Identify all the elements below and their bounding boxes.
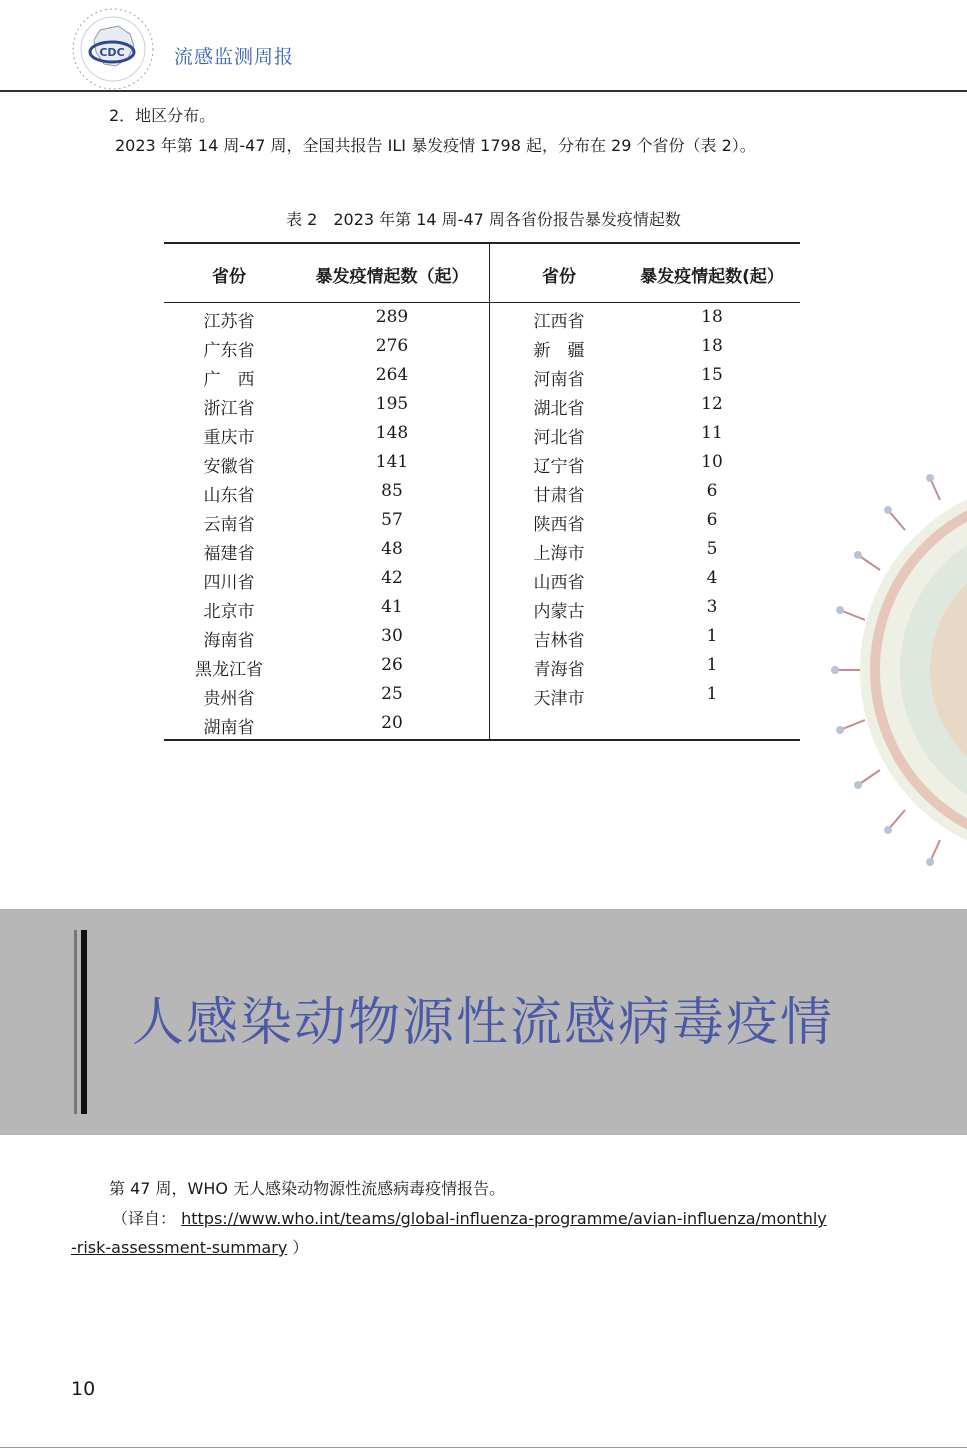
table-cell-province: 广东省 xyxy=(203,341,255,361)
table-header-count-right: 暴发疫情起数(起） xyxy=(640,267,784,287)
section-heading: 2．地区分布。 xyxy=(109,106,216,125)
table-caption: 表 2 2023 年第 14 周-47 周各省份报告暴发疫情起数 xyxy=(286,210,681,229)
table-cell-province: 湖南省 xyxy=(203,718,255,738)
source-prefix: （译自： xyxy=(112,1209,177,1228)
footer-divider xyxy=(0,1447,967,1448)
source-line xyxy=(112,1206,827,1229)
table-cell-count: 11 xyxy=(701,423,723,443)
who-link[interactable]: https://www.who.int/teams/global-influenza-programme/avian-influenza/monthly xyxy=(181,1209,827,1228)
table-cell-count: 25 xyxy=(381,684,403,704)
page-header xyxy=(0,0,967,92)
table-cell-count: 4 xyxy=(706,568,718,588)
table-cell-province: 山东省 xyxy=(203,486,255,506)
source-suffix: ） xyxy=(292,1238,309,1257)
report-title: 流感监测周报 xyxy=(174,46,295,68)
table-cell-province: 海南省 xyxy=(203,631,255,651)
table-cell-province: 重庆市 xyxy=(203,428,255,448)
table-cell-count: 12 xyxy=(701,394,723,414)
table-cell-count: 1 xyxy=(706,655,718,675)
table-cell-count: 6 xyxy=(706,510,718,530)
table-cell-province: 湖北省 xyxy=(533,399,585,419)
table-cell-count: 141 xyxy=(375,452,409,472)
table-header-province-right: 省份 xyxy=(542,267,576,287)
table-bottom-rule xyxy=(164,739,800,741)
section-summary: 2023 年第 14 周-47 周，全国共报告 ILI 暴发疫情 1798 起，分布在 29 个省份（表 2）。 xyxy=(115,136,756,155)
who-statement: 第 47 周，WHO 无人感染动物源性流感病毒疫情报告。 xyxy=(109,1179,506,1198)
province-outbreak-table xyxy=(164,242,800,741)
table-cell-province: 河南省 xyxy=(533,370,585,390)
china-cdc-logo xyxy=(70,6,156,92)
table-cell-count: 5 xyxy=(706,539,718,559)
virus-illustration xyxy=(820,470,967,870)
table-cell-count: 42 xyxy=(381,568,403,588)
table-cell-count: 6 xyxy=(706,481,718,501)
table-cell-count: 20 xyxy=(381,713,403,733)
table-cell-province: 河北省 xyxy=(533,428,585,448)
table-header-count-left: 暴发疫情起数（起） xyxy=(315,267,469,287)
banner-accent-thick xyxy=(81,930,87,1114)
table-cell-province: 甘肃省 xyxy=(533,486,585,506)
table-cell-count: 85 xyxy=(381,481,403,501)
table-cell-province: 江苏省 xyxy=(203,312,255,332)
page-number: 10 xyxy=(71,1378,96,1400)
table-cell-province: 北京市 xyxy=(203,602,255,622)
table-cell-count: 1 xyxy=(706,684,718,704)
table-cell-count: 148 xyxy=(375,423,409,443)
table-cell-count: 15 xyxy=(701,365,723,385)
table-cell-count: 18 xyxy=(701,307,723,327)
table-cell-count: 1 xyxy=(706,626,718,646)
source-line-continued xyxy=(71,1235,308,1258)
table-header-province-left: 省份 xyxy=(212,267,246,287)
svg-text:CDC: CDC xyxy=(99,46,125,59)
table-cell-count: 10 xyxy=(701,452,723,472)
table-cell-count: 195 xyxy=(375,394,409,414)
table-cell-province: 云南省 xyxy=(203,515,255,535)
who-link-continued[interactable]: -risk-assessment-summary xyxy=(71,1238,288,1257)
banner-title: 人感染动物源性流感病毒疫情 xyxy=(132,993,835,1053)
header-divider xyxy=(0,90,967,92)
table-cell-province: 福建省 xyxy=(203,544,255,564)
table-cell-province: 安徽省 xyxy=(203,457,255,477)
table-cell-province: 青海省 xyxy=(533,660,585,680)
table-cell-count: 3 xyxy=(706,597,718,617)
table-cell-count: 264 xyxy=(375,365,409,385)
table-cell-province: 内蒙古 xyxy=(533,602,585,622)
table-cell-province: 江西省 xyxy=(533,312,585,332)
table-cell-province: 辽宁省 xyxy=(533,457,585,477)
table-cell-province: 新 疆 xyxy=(533,341,585,361)
table-cell-province: 吉林省 xyxy=(533,631,585,651)
table-cell-province: 陕西省 xyxy=(533,515,585,535)
table-cell-province: 天津市 xyxy=(533,689,585,709)
table-cell-province: 广 西 xyxy=(203,370,255,390)
table-cell-province: 山西省 xyxy=(533,573,585,593)
table-cell-province: 四川省 xyxy=(203,573,255,593)
table-top-rule xyxy=(164,242,800,244)
table-cell-count: 41 xyxy=(381,597,403,617)
table-cell-province: 黑龙江省 xyxy=(195,660,263,680)
table-cell-province: 贵州省 xyxy=(203,689,255,709)
table-cell-count: 48 xyxy=(381,539,403,559)
table-cell-count: 57 xyxy=(381,510,403,530)
table-cell-count: 18 xyxy=(701,336,723,356)
table-header-rule xyxy=(164,302,800,303)
table-cell-count: 276 xyxy=(375,336,409,356)
table-cell-count: 30 xyxy=(381,626,403,646)
table-cell-count: 289 xyxy=(375,307,409,327)
table-cell-count: 26 xyxy=(381,655,403,675)
banner-accent-thin xyxy=(74,930,77,1114)
table-cell-province: 上海市 xyxy=(533,544,585,564)
table-cell-province: 浙江省 xyxy=(203,399,255,419)
